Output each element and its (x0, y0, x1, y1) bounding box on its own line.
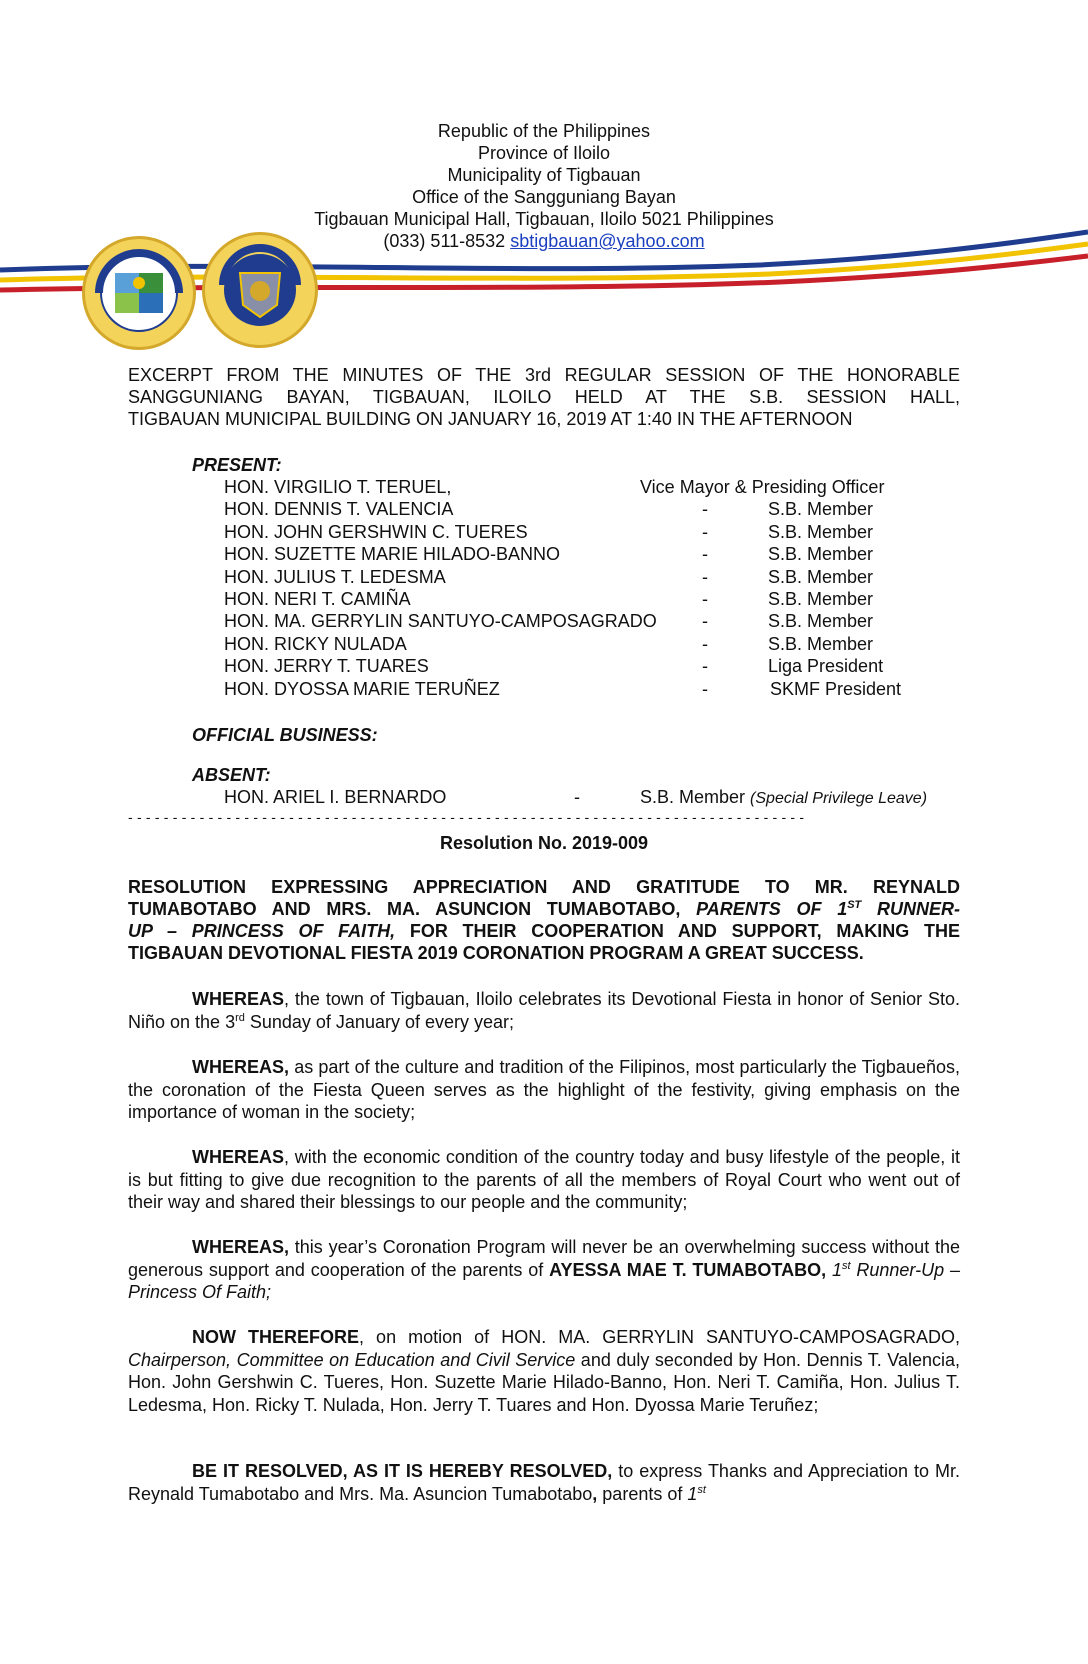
present-member-role: S.B. Member (768, 566, 874, 587)
w2-lead: WHEREAS, (192, 1057, 290, 1077)
header-line-address: Tigbauan Municipal Hall, Tigbauan, Iloilo 5021 Philippines (314, 209, 774, 229)
title-line-4: TIGBAUAN DEVOTIONAL FIESTA 2019 CORONATION PROGRAM A GREAT SUCCESS. (128, 943, 864, 963)
excerpt-heading (128, 364, 960, 430)
title-line-2a: TUMABOTABO AND MRS. MA. ASUNCION TUMABOTABO, (128, 899, 681, 919)
header-phone: (033) 511-8532 (383, 231, 506, 251)
title-line-1: RESOLUTION EXPRESSING APPRECIATION AND GRATITUDE TO MR. REYNALD (128, 877, 960, 897)
resolved-sup: st (697, 1483, 706, 1496)
resolved-text-2: parents of (597, 1483, 688, 1504)
present-member-name: HON. DYOSSA MARIE TERUÑEZ (224, 678, 500, 699)
present-member-role: S.B. Member (768, 521, 874, 542)
present-member-role: S.B. Member (768, 633, 874, 654)
absent-role-wrap (640, 786, 927, 808)
present-member-role: Vice Mayor & Presiding Officer (640, 477, 885, 497)
whereas-1 (128, 988, 960, 1033)
now-text-2: and duly seconded by Hon. Dennis T. Valencia, Hon. John Gershwin C. Tueres, Hon. Suzette Marie Hilado-Banno, Hon. Neri T. Camiña, Hon. Julius T. Ledesma, Hon. Ricky T. Nulada, Hon. Jerry T. Tuares and Hon. Dyossa Marie Teruñez; (128, 1349, 960, 1415)
present-member-dash: - (702, 589, 708, 609)
excerpt-line-1: EXCERPT FROM THE MINUTES OF THE 3rd REGULAR SESSION OF THE HONORABLE (128, 365, 960, 385)
w4-italic-2: Runner-Up – Princess Of Faith; (128, 1259, 960, 1302)
whereas-4 (128, 1236, 960, 1304)
w4-sup: st (841, 1259, 851, 1272)
present-member-name: HON. JERRY T. TUARES (224, 656, 429, 677)
w1-text-1: , the town of Tigbauan, Iloilo celebrates its Devotional Fiesta in honor of Senior Sto. Niño on the 3 (128, 989, 960, 1032)
separator-line: - - - - - - - - - - - - - - - - - - - - - - - - - - - - - - - - - - - - - - - - - - - - - - - - - - - - - - - - - - - - - - - - - - - - - - - - - - - - (128, 809, 805, 825)
present-member-role: S.B. Member (768, 544, 874, 565)
be-it-resolved (128, 1460, 960, 1505)
resolved-lead: BE IT RESOLVED, AS IT IS HEREBY RESOLVED, (192, 1461, 613, 1481)
official-business-label: OFFICIAL BUSINESS: (192, 725, 378, 745)
header-line-office: Office of the Sangguniang Bayan (412, 187, 676, 207)
resolution-title (128, 876, 960, 964)
title-line-3 (128, 920, 960, 942)
municipal-seal-art (85, 239, 193, 347)
present-member-name: HON. SUZETTE MARIE HILADO-BANNO (224, 544, 561, 565)
resolved-bold-comma: , (592, 1483, 598, 1504)
title-l2b-text: PARENTS OF 1 (696, 899, 848, 919)
present-member-dash: - (702, 611, 708, 632)
title-line-2 (128, 898, 960, 920)
absent-name: HON. ARIEL I. BERNARDO (224, 787, 447, 807)
present-member-name: HON. JOHN GERSHWIN C. TUERES (224, 521, 528, 542)
w3-lead: WHEREAS (192, 1147, 285, 1167)
w1-lead: WHEREAS (192, 989, 285, 1009)
present-member-dash: - (702, 521, 708, 542)
now-lead: NOW THEREFORE (192, 1327, 360, 1347)
title-l3a-text: UP – PRINCESS OF FAITH, (128, 921, 396, 941)
present-member-role: S.B. Member (768, 611, 874, 632)
whereas-2 (128, 1056, 960, 1124)
w1-sup: rd (235, 1011, 245, 1024)
present-member-name: HON. RICKY NULADA (224, 633, 407, 654)
municipal-seal (82, 236, 196, 350)
header-line-municipality: Municipality of Tigbauan (447, 165, 641, 185)
w4-lead: WHEREAS, (192, 1237, 290, 1257)
w2-text: as part of the culture and tradition of the Filipinos, most particularly the Tigbaueños, the coronation of the Fiesta Queen serves as the highlight of the festivity, giving emphasis on the importance of woman in the society; (128, 1057, 960, 1122)
present-member-name: HON. MA. GERRYLIN SANTUYO-CAMPOSAGRADO (224, 611, 657, 632)
absent-label: ABSENT: (192, 765, 271, 785)
whereas-3 (128, 1146, 960, 1214)
absent-note: (Special Privilege Leave) (750, 790, 928, 807)
resolution-number: Resolution No. 2019-009 (439, 833, 649, 853)
now-therefore (128, 1326, 960, 1416)
w4-italic-1: 1 (831, 1259, 842, 1280)
w4-text-1: this year’s Coronation Program will never be an overwhelming success without the generous support and cooperation of the parents of (128, 1237, 960, 1280)
title-line-2b (696, 899, 960, 919)
absent-dash: - (574, 787, 580, 807)
w3-text: , with the economic condition of the country today and busy lifestyle of the people, it is but fitting to give due recognition to the parents of all the members of Royal Court who went out of their way and shared their blessings to our people and the community; (128, 1147, 960, 1212)
now-italic: Chairperson, Committee on Education and Civil Service (128, 1349, 576, 1370)
present-member-role: SKMF President (770, 678, 902, 699)
present-member-name: HON. NERI T. CAMIÑA (224, 589, 411, 609)
now-text-1: , on motion of HON. MA. GERRYLIN SANTUYO-CAMPOSAGRADO, (359, 1327, 961, 1347)
header-line-republic: Republic of the Philippines (437, 121, 651, 141)
sb-seal (202, 232, 318, 348)
header-line-province: Province of Iloilo (477, 143, 611, 163)
w4-bold-name: AYESSA MAE T. TUMABOTABO, (549, 1259, 827, 1280)
present-member-name: HON. JULIUS T. LEDESMA (224, 566, 446, 587)
present-member-dash: - (702, 678, 708, 699)
header-email-link[interactable]: sbtigbauan@yahoo.com (510, 231, 705, 251)
excerpt-line-3: TIGBAUAN MUNICIPAL BUILDING ON JANUARY 16, 2019 AT 1:40 IN THE AFTERNOON (128, 409, 853, 429)
w1-text-2: Sunday of January of every year; (244, 1011, 515, 1032)
title-l2c-text: RUNNER- (876, 899, 960, 919)
present-member-name: HON. VIRGILIO T. TERUEL, (224, 477, 452, 497)
present-member-dash: - (702, 566, 708, 587)
title-l2-sup: ST (847, 899, 862, 911)
present-member-name: HON. DENNIS T. VALENCIA (224, 499, 454, 520)
present-member-role: Liga President (768, 656, 884, 677)
present-member-role: S.B. Member (768, 499, 874, 520)
present-member-dash: - (702, 656, 708, 677)
present-member-dash: - (702, 633, 708, 654)
resolved-text-1: to express Thanks and Appreciation to Mr. Reynald Tumabotabo and Mrs. Ma. Asuncion Tumabotabo (128, 1461, 961, 1504)
present-member-dash: - (702, 544, 708, 565)
present-member-role: S.B. Member (768, 589, 874, 609)
present-label: PRESENT: (192, 455, 282, 475)
present-member-dash: - (702, 499, 708, 520)
resolved-italic: 1 (687, 1483, 698, 1504)
title-l3b-text: FOR THEIR COOPERATION AND SUPPORT, MAKING THE (409, 921, 960, 941)
absent-role: S.B. Member (640, 787, 746, 807)
sb-seal-art (205, 235, 315, 345)
excerpt-line-2: SANGGUNIANG BAYAN, TIGBAUAN, ILOILO HELD AT THE S.B. SESSION HALL, (128, 387, 960, 407)
